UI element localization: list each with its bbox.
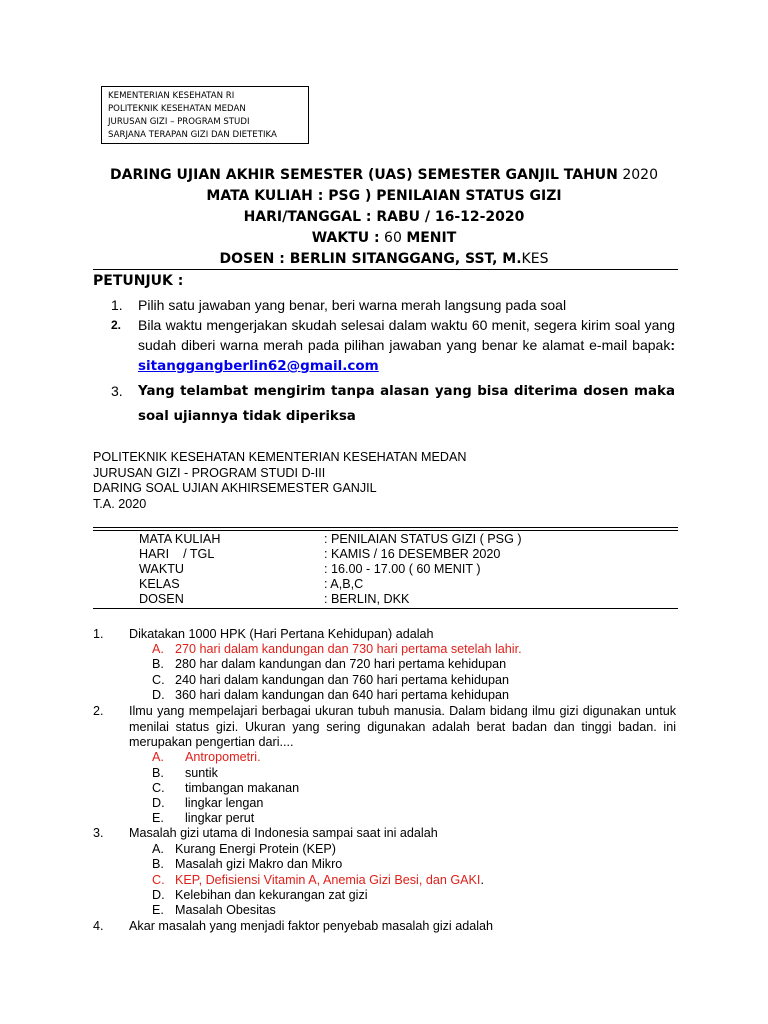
question-number: 3. xyxy=(93,826,104,840)
lecturer-title-line xyxy=(0,249,768,269)
course-title: MATA KULIAH : PSG ) PENILAIAN STATUS GIZI xyxy=(206,188,562,204)
option-text-correct-wrap[interactable] xyxy=(175,873,484,889)
option-text[interactable]: suntik xyxy=(185,766,218,780)
divider xyxy=(93,269,678,270)
time-unit: MENIT xyxy=(406,230,457,246)
instruction-text-block xyxy=(138,315,675,376)
exam-info-value: : BERLIN, DKK xyxy=(324,592,410,606)
option-letter[interactable]: C. xyxy=(152,873,165,887)
question-number: 1. xyxy=(93,627,104,641)
exam-info-row xyxy=(139,591,679,607)
option-letter[interactable]: C. xyxy=(152,673,165,687)
option-letter[interactable]: A. xyxy=(152,750,164,764)
option-letter[interactable]: B. xyxy=(152,657,164,671)
question-number: 4. xyxy=(93,919,104,933)
time-label: WAKTU : xyxy=(311,230,380,246)
exam-info-row xyxy=(139,546,679,562)
divider xyxy=(93,527,678,528)
instruction-number: 2. xyxy=(111,318,122,332)
option-text-correct[interactable]: Antropometri. xyxy=(185,750,261,764)
institution-line: POLITEKNIK KESEHATAN KEMENTERIAN KESEHATAN MEDAN xyxy=(93,450,467,464)
option-letter[interactable]: E. xyxy=(152,903,164,917)
title-year: 2020 xyxy=(622,167,658,183)
institution-line: JURUSAN GIZI - PROGRAM STUDI D-III xyxy=(93,465,326,480)
question-text: Masalah gizi utama di Indonesia sampai saat ini adalah xyxy=(129,826,438,840)
exam-info-row xyxy=(139,561,679,577)
option-text[interactable]: lingkar perut xyxy=(185,811,255,825)
instruction-text: Yang telambat mengirim tanpa alasan yang bisa diterima dosen maka soal ujiannya tidak diperiksa xyxy=(138,384,675,424)
option-text[interactable]: lingkar lengan xyxy=(185,796,264,810)
lecturer-title: DOSEN : BERLIN SITANGGANG, SST, M. xyxy=(219,251,522,267)
instruction-item xyxy=(111,379,675,429)
option-text[interactable]: Masalah gizi Makro dan Mikro xyxy=(175,857,343,871)
option-letter[interactable]: D. xyxy=(152,796,165,810)
date-title-line xyxy=(0,207,768,227)
institution-header-box xyxy=(101,86,309,144)
instruction-text: Bila waktu mengerjakan skudah selesai dalam waktu 60 menit, segera kirim soal yang sudah diberi warna merah pada pilihan jawaban yang benar ke alamat e-mail bapak xyxy=(138,317,675,353)
instruction-item xyxy=(111,295,675,315)
lecturer-title-suffix: KES xyxy=(521,251,549,267)
title-text: DARING UJIAN AKHIR SEMESTER (UAS) SEMESTER GANJIL TAHUN xyxy=(110,167,618,183)
option-text[interactable]: Kelebihan dan kekurangan zat gizi xyxy=(175,888,368,902)
option-text-correct[interactable]: 270 hari dalam kandungan dan 730 hari pertama setelah lahir. xyxy=(175,642,522,656)
instruction-number: 3. xyxy=(111,383,123,399)
option-letter[interactable]: D. xyxy=(152,888,165,902)
instruction-item xyxy=(111,315,675,377)
instructions-heading: PETUNJUK : xyxy=(93,273,184,289)
exam-info-value: : A,B,C xyxy=(324,577,364,591)
option-text[interactable]: timbangan makanan xyxy=(185,781,300,795)
question-number: 2. xyxy=(93,704,104,718)
exam-title-line xyxy=(0,165,768,185)
institution-line: T.A. 2020 xyxy=(93,496,147,511)
exam-info-label: MATA KULIAH xyxy=(139,532,221,546)
option-suffix: . xyxy=(480,873,484,887)
question-text: Dikatakan 1000 HPK (Hari Pertana Kehidupan) adalah xyxy=(129,627,434,641)
time-value: 60 xyxy=(384,230,402,246)
exam-info-row xyxy=(139,531,679,547)
option-letter[interactable]: A. xyxy=(152,842,164,856)
exam-info-value: : KAMIS / 16 DESEMBER 2020 xyxy=(324,547,501,561)
institution-block xyxy=(93,450,466,512)
option-text[interactable]: 240 hari dalam kandungan dan 760 hari pertama kehidupan xyxy=(175,673,509,687)
instruction-number: 1. xyxy=(111,297,123,313)
option-text[interactable]: Masalah Obesitas xyxy=(175,903,276,917)
instruction-colon: : xyxy=(670,337,675,353)
date-title: HARI/TANGGAL : RABU / 16-12-2020 xyxy=(243,209,525,225)
option-letter[interactable]: D. xyxy=(152,688,165,702)
option-letter[interactable]: B. xyxy=(152,766,164,780)
header-line: POLITEKNIK KESEHATAN MEDAN xyxy=(108,104,246,114)
exam-info-label: KELAS xyxy=(139,577,180,591)
divider xyxy=(93,608,678,609)
option-text[interactable]: Kurang Energi Protein (KEP) xyxy=(175,842,337,856)
institution-line: DARING SOAL UJIAN AKHIRSEMESTER GANJIL xyxy=(93,481,377,495)
exam-info-label: HARI / TGL xyxy=(139,547,215,561)
option-letter[interactable]: C. xyxy=(152,781,165,795)
exam-info-value: : PENILAIAN STATUS GIZI ( PSG ) xyxy=(324,532,522,546)
option-letter[interactable]: A. xyxy=(152,642,164,656)
exam-info-label: DOSEN xyxy=(139,592,184,606)
header-line: KEMENTERIAN KESEHATAN RI xyxy=(108,91,235,101)
question-text: Ilmu yang mempelajari berbagai ukuran tubuh manusia. Dalam bidang ilmu gizi digunakan untuk menilai status gizi. Ukuran yang sering digunakan adalah berat badan dan tinggi badan. ini merupakan pengertian dari.... xyxy=(129,704,676,749)
option-letter[interactable]: E. xyxy=(152,811,164,825)
header-line: SARJANA TERAPAN GIZI DAN DIETETIKA xyxy=(108,130,277,140)
option-text-correct[interactable]: KEP, Defisiensi Vitamin A, Anemia Gizi Besi, dan GAKI xyxy=(175,873,481,887)
option-letter[interactable]: B. xyxy=(152,857,164,871)
option-text[interactable]: 360 hari dalam kandungan dan 640 hari pertama kehidupan xyxy=(175,688,509,702)
time-title-line xyxy=(0,228,768,248)
exam-info-label: WAKTU xyxy=(139,562,185,576)
header-line: JURUSAN GIZI – PROGRAM STUDI xyxy=(108,117,250,127)
exam-info-value: : 16.00 - 17.00 ( 60 MENIT ) xyxy=(324,562,481,576)
course-title-line xyxy=(0,186,768,206)
instruction-text: Pilih satu jawaban yang benar, beri warna merah langsung pada soal xyxy=(138,297,567,313)
option-text[interactable]: 280 har dalam kandungan dan 720 hari pertama kehidupan xyxy=(175,657,507,671)
email-link[interactable]: sitanggangberlin62@gmail.com xyxy=(138,358,379,374)
question-text: Akar masalah yang menjadi faktor penyebab masalah gizi adalah xyxy=(129,919,494,933)
exam-info-row xyxy=(139,576,679,592)
